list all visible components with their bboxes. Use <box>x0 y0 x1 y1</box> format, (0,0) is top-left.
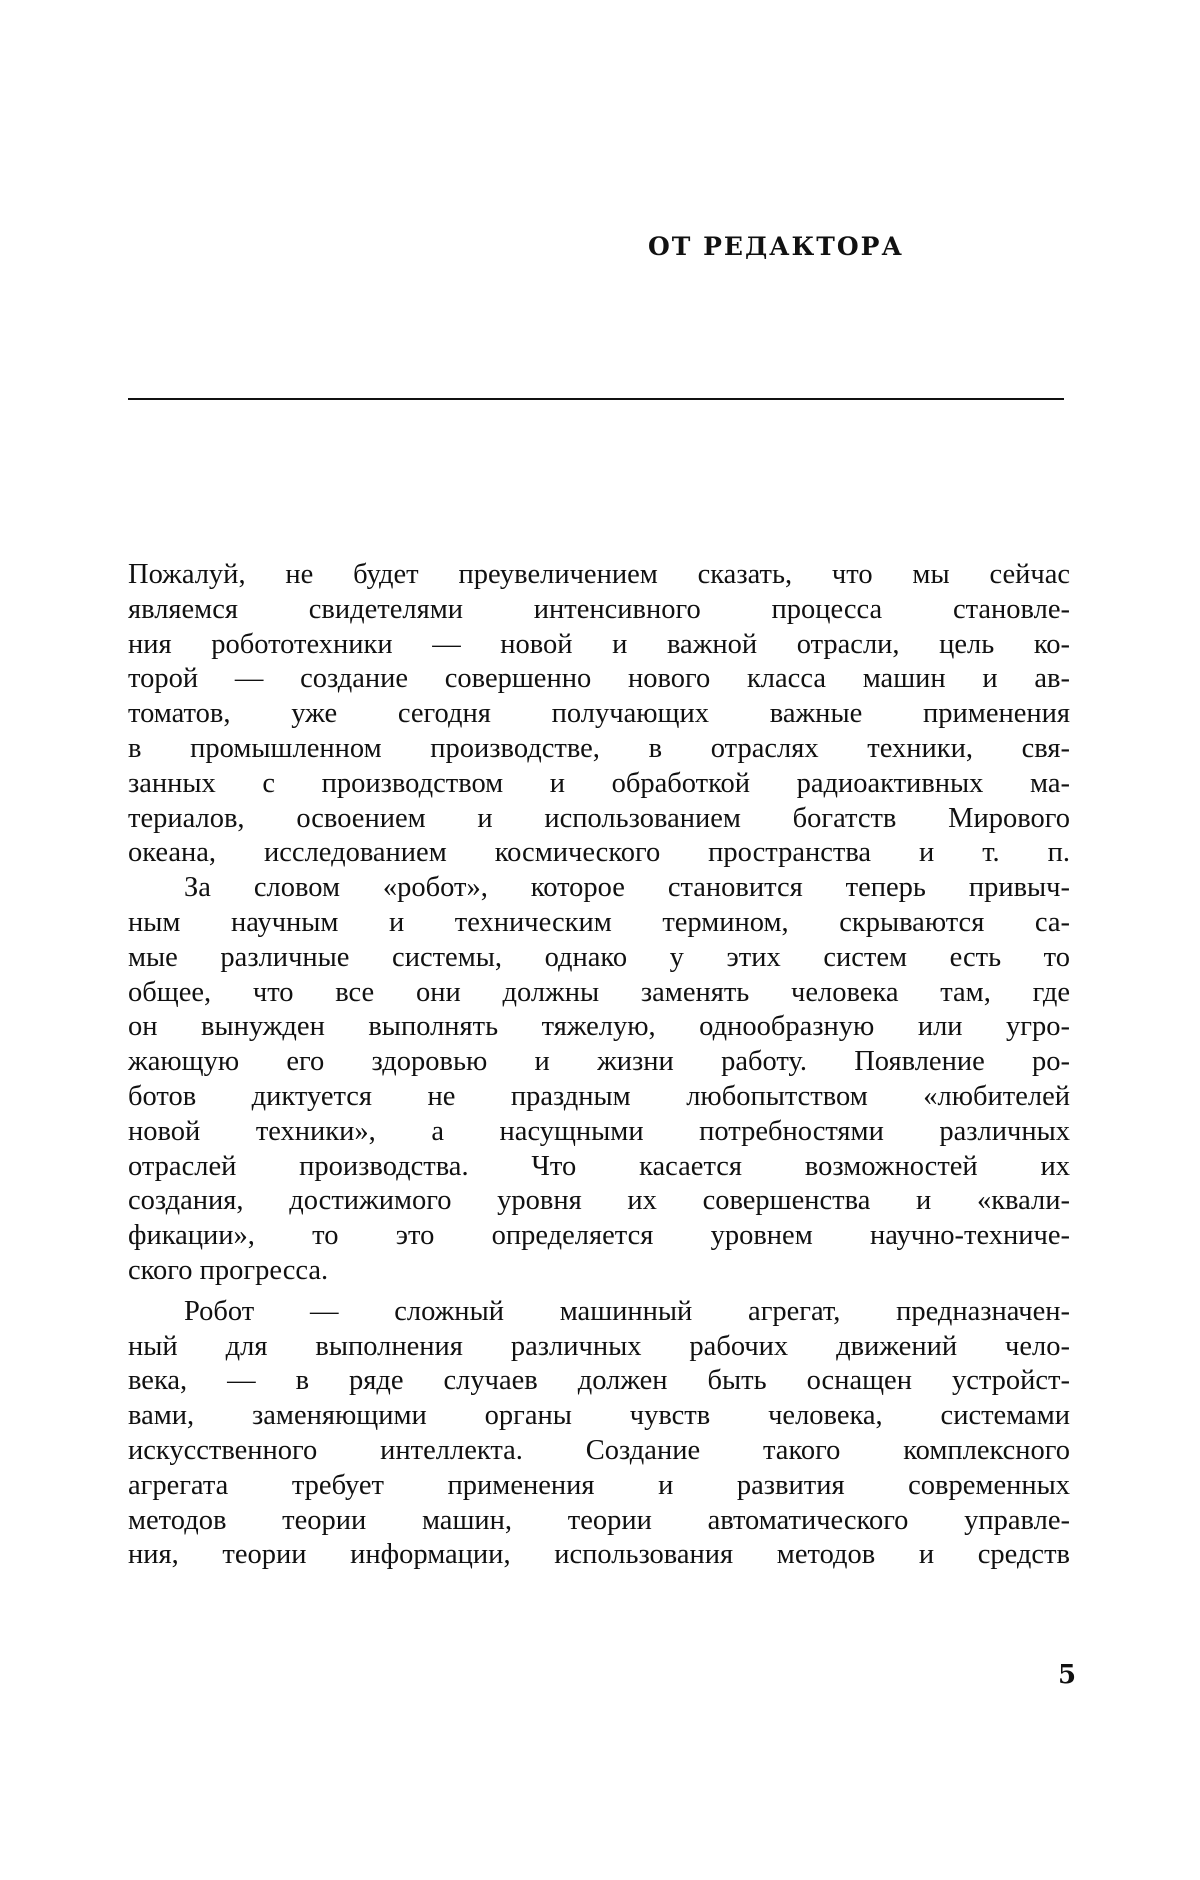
paragraph-1 <box>128 558 1070 871</box>
horizontal-rule <box>128 398 1064 400</box>
text-line: ния, теории информации, использования методов и средств <box>128 1539 1070 1571</box>
text-line: ботов диктуется не праздным любопытством «любителей <box>128 1080 1070 1112</box>
text-line: века, — в ряде случаев должен быть оснащен устройст- <box>128 1365 1070 1397</box>
text-line: отраслей производства. Что касается возможностей их <box>128 1150 1070 1182</box>
paragraph-3 <box>128 1295 1070 1573</box>
text-line: общее, что все они должны заменять человека там, где <box>128 976 1070 1008</box>
text-line: создания, достижимого уровня их совершенства и «квали- <box>128 1185 1070 1217</box>
body-text <box>128 558 1070 1573</box>
text-line: торой — создание совершенно нового класса машин и ав- <box>128 663 1070 695</box>
text-line: Пожалуй, не будет преувеличением сказать, что мы сейчас <box>128 559 1070 590</box>
text-line: методов теории машин, теории автоматического управле- <box>128 1504 1070 1536</box>
paragraph-2 <box>128 871 1070 1289</box>
text-line: териалов, освоением и использованием богатств Мирового <box>128 802 1070 834</box>
page-number: 5 <box>1058 1660 1077 1690</box>
page-title: ОТ РЕДАКТОРА <box>648 232 904 261</box>
text-line: вами, заменяющими органы чувств человека, системами <box>128 1400 1070 1432</box>
text-line: ный для выполнения различных рабочих движений чело- <box>128 1330 1070 1362</box>
text-line: он вынужден выполнять тяжелую, однообразную или угро- <box>128 1011 1070 1043</box>
text-line: новой техники», а насущными потребностями различных <box>128 1115 1070 1147</box>
text-line: занных с производством и обработкой радиоактивных ма- <box>128 767 1070 799</box>
text-line: в промышленном производстве, в отраслях техники, свя- <box>128 732 1070 764</box>
text-line: жающую его здоровью и жизни работу. Появление ро- <box>128 1046 1070 1078</box>
text-line: За словом «робот», которое становится теперь привыч- <box>184 872 1070 904</box>
text-line: Робот — сложный машинный агрегат, предназначен- <box>184 1295 1070 1327</box>
text-line: являемся свидетелями интенсивного процесса становле- <box>128 593 1070 625</box>
text-line: искусственного интеллекта. Создание такого комплексного <box>128 1434 1070 1466</box>
text-line: фикации», то это определяется уровнем научно-техниче- <box>128 1220 1070 1252</box>
text-line: мые различные системы, однако у этих систем есть то <box>128 941 1070 973</box>
text-line: ным научным и техническим термином, скрываются са- <box>128 906 1070 938</box>
text-line: агрегата требует применения и развития современных <box>128 1469 1070 1501</box>
text-line: томатов, уже сегодня получающих важные применения <box>128 698 1070 730</box>
text-line: ния робототехники — новой и важной отрасли, цель ко- <box>128 628 1070 660</box>
text-line: океана, исследованием космического пространства и т. п. <box>128 837 1070 869</box>
text-line: ского прогресса. <box>128 1254 329 1286</box>
